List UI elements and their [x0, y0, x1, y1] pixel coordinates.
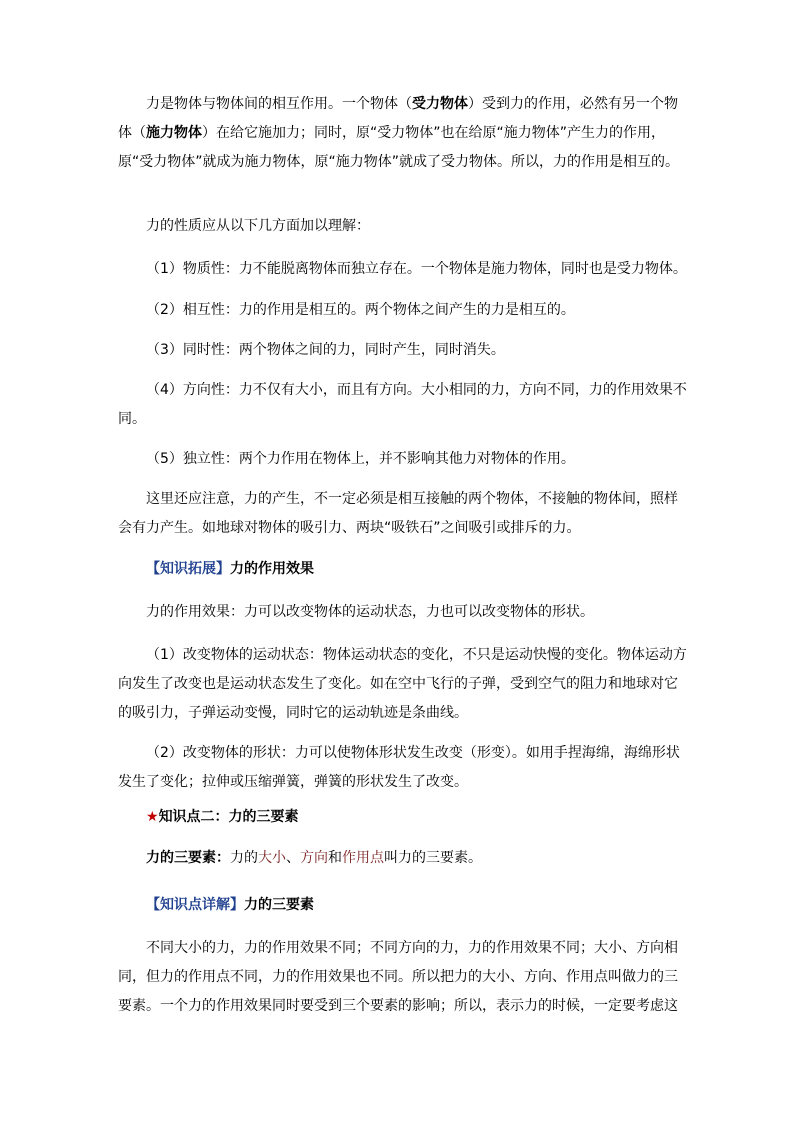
- heading-title: 力的三要素: [244, 897, 314, 913]
- property-item: （1）物质性：力不能脱离物体而独立存在。一个物体是施力物体，同时也是受力物体。: [146, 261, 687, 277]
- section-heading: [118, 555, 688, 584]
- section-heading: [118, 891, 688, 920]
- text: 力是物体与物体间的相互作用。一个物体（: [146, 96, 412, 112]
- section-heading: [118, 803, 688, 832]
- text: ）受到力的作用，必然有另一个物体（: [118, 96, 678, 141]
- paragraph-motion-state: （1）改变物体的运动状态：物体运动状态的变化，不只是运动快慢的变化。物体运动方向发生了改变也是运动状态发生了变化。如在空中飞行的子弹，受到空气的阻力和地球对它的吸引力，子弹运动变慢，同时它的运动轨迹是条曲线。: [118, 647, 687, 721]
- text: 、: [286, 850, 300, 866]
- term-magnitude: 大小: [258, 850, 286, 866]
- paragraph-force-interaction: [118, 90, 688, 177]
- paragraph-note: 这里还应注意，力的产生，不一定必须是相互接触的两个物体，不接触的物体间，照样会有力产生。如地球对物体的吸引力、两块“吸铁石”之间吸引或排斥的力。: [118, 491, 678, 536]
- term-receiving-object: 受力物体: [412, 96, 468, 112]
- text: 叫力的三要素。: [384, 850, 482, 866]
- text: 力的: [230, 850, 258, 866]
- property-item: （2）相互性：力的作用是相互的。两个物体之间产生的力是相互的。: [146, 302, 575, 318]
- text: 和: [328, 850, 342, 866]
- property-item: （5）独立性：两个力作用在物体上，并不影响其他力对物体的作用。: [146, 451, 575, 467]
- property-item: （4）方向性：力不仅有大小，而且有方向。大小相同的力，方向不同，力的作用效果不同。: [118, 382, 687, 427]
- star-icon: ★: [146, 809, 159, 825]
- heading-title: 知识点二：力的三要素: [158, 809, 299, 825]
- text: ）在给它施加力；同时，原“受力物体”也在给原“施力物体”产生力的作用，原“受力物体”就成为施力物体，原“施力物体”就成了受力物体。所以，力的作用是相互的。: [118, 125, 680, 170]
- definition-label: 力的三要素：: [146, 850, 230, 866]
- paragraph-properties-intro: 力的性质应从以下几方面加以理解：: [146, 218, 370, 234]
- heading-tag: 【知识点详解】: [146, 897, 244, 913]
- term-applying-object: 施力物体: [146, 125, 202, 141]
- paragraph-three-elements-detail: 不同大小的力，力的作用效果不同；不同方向的力，力的作用效果不同；大小、方向相同，但力的作用点不同，力的作用效果也不同。所以把力的大小、方向、作用点叫做力的三要素。一个力的作用效果同时要受到三个要素的影响；所以，表示力的时候，一定要考虑这: [118, 940, 678, 1014]
- term-direction: 方向: [300, 850, 328, 866]
- paragraph-effects: 力的作用效果：力可以改变物体的运动状态，力也可以改变物体的形状。: [146, 604, 594, 620]
- term-point-of-application: 作用点: [342, 850, 384, 866]
- property-item: （3）同时性：两个物体之间的力，同时产生，同时消失。: [146, 342, 505, 358]
- paragraph-three-elements: [118, 844, 688, 873]
- heading-tag: 【知识拓展】: [146, 561, 230, 577]
- paragraph-shape-change: （2）改变物体的形状：力可以使物体形状发生改变（形变）。如用手捏海绵，海绵形状发生了变化；拉伸或压缩弹簧，弹簧的形状发生了改变。: [118, 745, 680, 790]
- heading-title: 力的作用效果: [230, 561, 314, 577]
